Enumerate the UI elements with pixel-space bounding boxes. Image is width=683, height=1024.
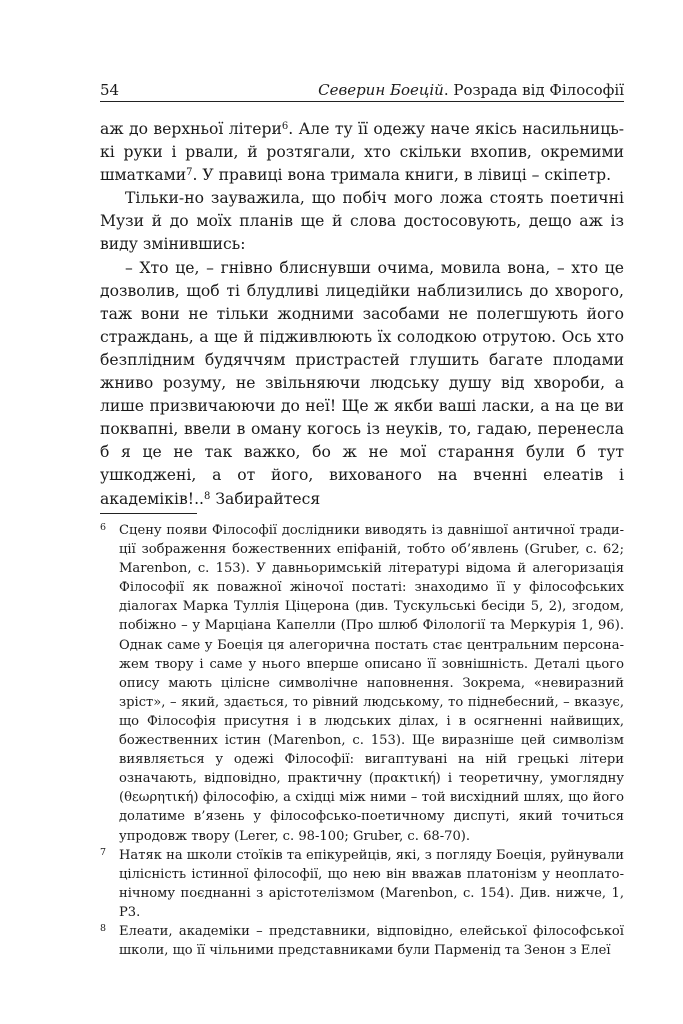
main-text <box>100 118 624 511</box>
author-name: Северин Боецій <box>318 81 444 99</box>
running-title <box>318 80 624 100</box>
footnote-mark: 8 <box>100 922 107 934</box>
footnote-ref-7: 7 <box>186 167 193 179</box>
footnote-7 <box>100 846 624 922</box>
footnotes <box>100 521 624 960</box>
paragraph-1: аж до верхньої літери$^6$. Але ту її одежу наче якісь насильницькі руки і рвали, й розтягали, хто скільки вхопив, окремими шматками$^7$. У правиці вона тримала книги, в лівиці – скіпетр. <box>100 120 624 185</box>
footnote-ref-6: 6 <box>281 121 289 132</box>
book-title: . Розрада від Філософії <box>443 81 624 99</box>
paragraph-2: Тільки-но зауважила, що побіч мого ложа стоять поетичні Музи й до моїх планів ще й слова достосовують, дещо аж із виду змінившись: <box>100 189 624 254</box>
footnote-text: Сцену появи Філософії дослідники виводять із давнішої античної традиції зображення божественних епіфаній, тобто об’явлень (Gruber, с. 62; Marenbon, с. 153). У давньоримській літературі відома й алегоризація Філософії як поважної жіночої постаті: знаходимо її у філософських діалогах Марка Туллія Ціцерона (див. Тускульські бесіди 5, 2), згодом, побіжно – у Марціана Капелли (Про шлюб Філології та Меркурія 1, 96). Однак саме у Боеція ця алегорична постать стає центральним персонажем твору і саме у нього вперше описано її зовнішність. Деталі цього опису мають цілісне символічне наповнення. Зокрема, «невиразний зріст», – який, здається, то рівний людському, то піднебесний, – вказує, що Філософія присутня і в людських ділах, і в осягненні найвищих, божественних істин (Marenbon, с. 153). Ще виразніше цей символізм виявляється у одежі Філософії: вигаптувані на ній грецькі літери означають, відповідно, практичну (πρακτική) і теоретичну, умоглядну (θεωρητική) філософію, а східці між ними – той висхідний шлях, що його долатиме в’язень у філософсько-поетичному диспуті, який точиться упродовж твору (Lerer, с. 98-100; Gruber, с. 68-70). <box>119 523 624 844</box>
running-header <box>100 80 624 100</box>
footnote-6 <box>100 521 624 846</box>
footnote-text: Елеати, академіки – представники, відповідно, елейської філософської школи, що її чільними представниками були Парменід та Зенон з Елеї <box>119 923 624 959</box>
footnote-rule <box>100 513 197 514</box>
page-number: 54 <box>100 81 120 99</box>
footnote-text: Натяк на школи стоїків та епікурейців, які, з погляду Боеція, руйнували цілісність істинної філософії, що нею він вважав платонізм у неоплатонічному поєднанні з арістотелізмом (Marenbon, с. 154). Див. нижче, 1, Р3. <box>119 847 624 920</box>
footnote-mark: 6 <box>100 522 107 533</box>
footnote-mark: 7 <box>100 846 107 858</box>
footnote-8 <box>100 922 624 960</box>
footnote-ref-8: 8 <box>203 490 211 502</box>
header-rule <box>100 101 624 102</box>
paragraph-3: – Хто це, – гнівно блиснувши очима, мовила вона, – хто це дозволив, щоб ті блудливі лицедійки наблизились до хворого, таж вони не тільки жодними засобами не полегшують його страждань, а ще й підживлюють їх солодкою отрутою. Ось хто безплідним будяччям пристрастей глушить багате плодами жниво розуму, не звільняючи людську душу від хвороби, а лише призвичаюючи до неї! Ще ж якби ваші ласки, а на це ви поквапні, ввели в оману когось із неуків, то, гадаю, перенесла б я це не так важко, бо ж не мої старання були б тут ушкоджені, а от його, вихованого на вченні елеатів і академіків!..$^8$ Забирайтеся <box>100 258 624 508</box>
